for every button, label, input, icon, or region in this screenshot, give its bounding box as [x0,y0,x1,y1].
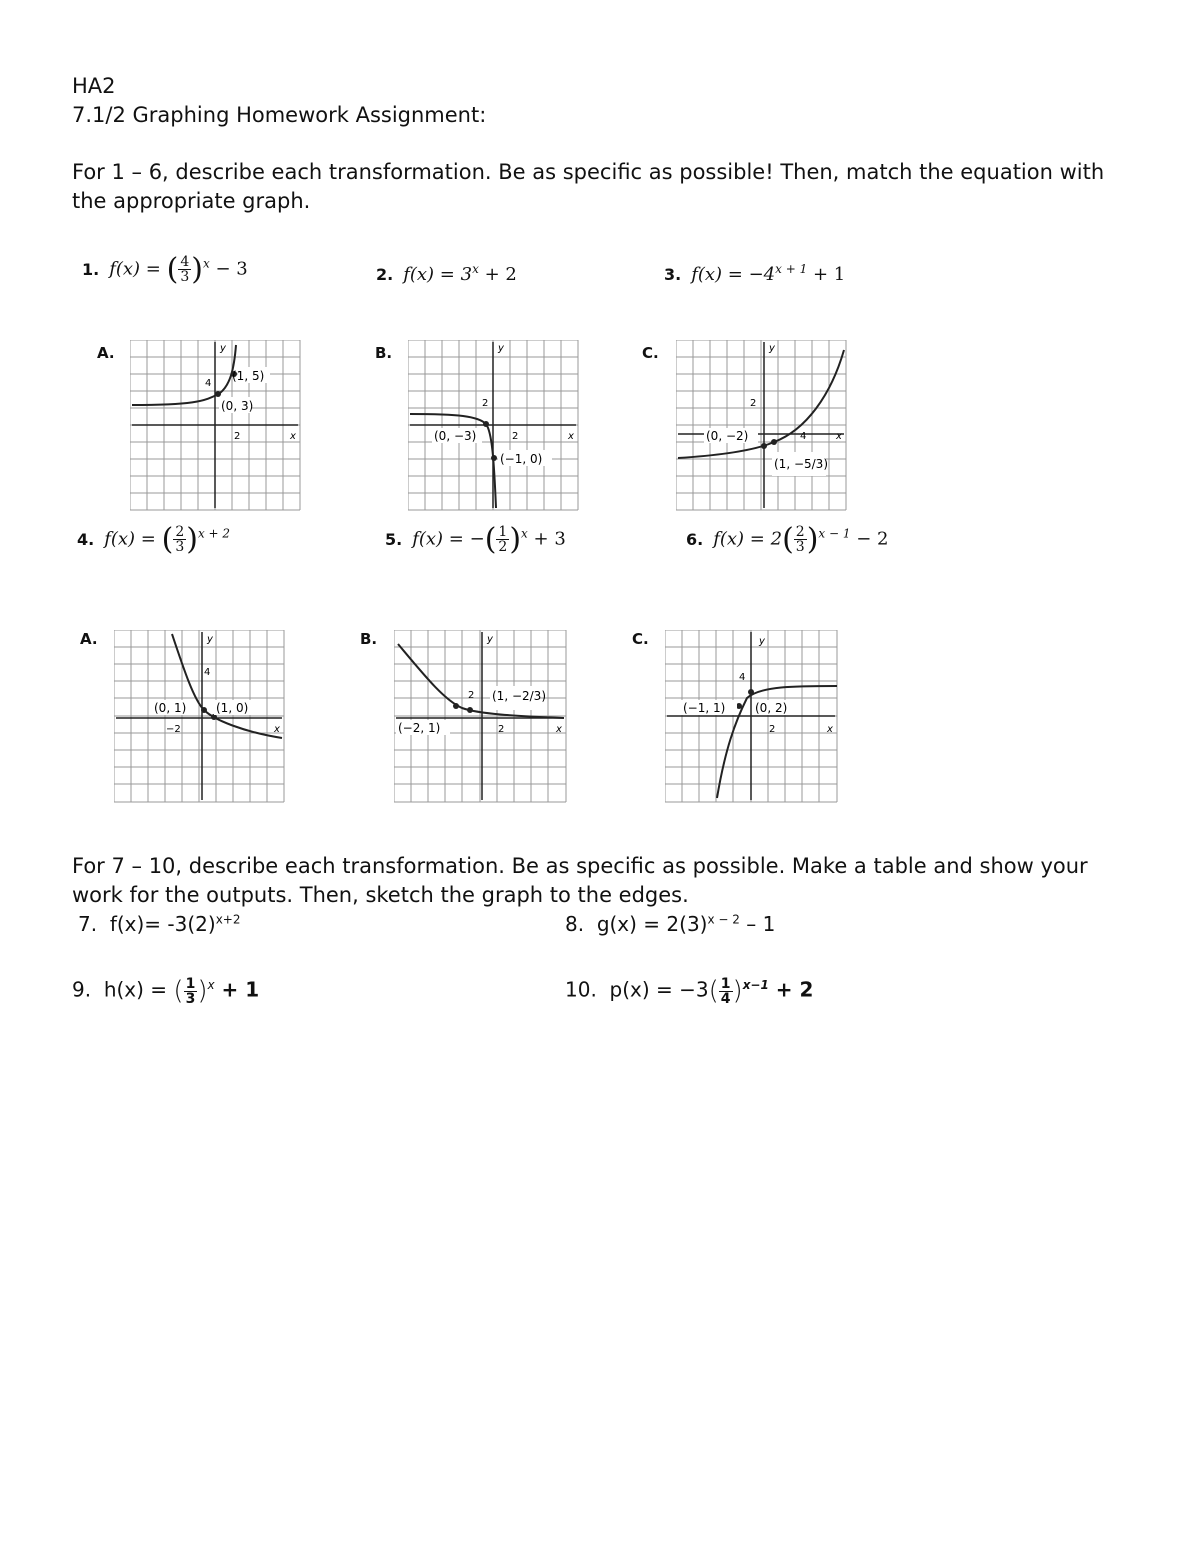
tick-2: 2 [234,431,241,442]
svg-text:y: y [769,343,775,354]
svg-text:2: 2 [468,690,475,701]
equation-5: 5. f(x) = −( $\frac{1}{2}$ )$^x$ + 3 [385,522,566,557]
problem-10: 10. p(x) = −3( $\frac{1}{4}$ )$^{x-1}$ + 2 [565,975,814,1007]
svg-text:4: 4 [800,431,807,442]
svg-text:2: 2 [750,398,757,409]
svg-text:x: x [290,431,296,442]
svg-text:x: x [274,724,280,735]
svg-text:(−2, 1): (−2, 1) [398,721,441,735]
svg-text:2: 2 [512,431,519,442]
label-0-3: (0, 3) [221,399,254,413]
svg-text:y: y [759,636,765,647]
course-code: HA2 [72,74,116,98]
graph-1c [676,340,848,512]
graph-2b-label: B. [360,630,378,648]
svg-text:(1, 0): (1, 0) [216,701,249,715]
curve [132,345,236,405]
problem-7: 7. $f(x)= -3(2)^{x+2}$ [78,912,241,936]
svg-text:−2: −2 [166,724,181,735]
equation-1: 1. f(x) = ( $\frac{4}{3}$ )$^x$ − 3 [82,252,248,287]
equation-3: 3. $f(x) = -4^{x + 1} + 1$ [664,262,846,285]
svg-text:(−1, 0): (−1, 0) [500,452,543,466]
svg-text:(0, −3): (0, −3) [434,429,477,443]
graph-1c-label: C. [642,344,659,362]
problem-9: 9. h(x) = ( $\frac{1}{3}$ )$^x$ + 1 [72,975,260,1007]
instructions-1-6: For 1 – 6, describe each transformation. Be as specific as possible! Then, match the equation with the appropriate graph. [72,160,1105,213]
svg-text:x: x [827,724,833,735]
instructions-7-10: For 7 – 10, describe each transformation. Be as specific as possible. Make a table and show your work for the outputs. Then, sketch the graph to the edges. [72,854,1088,907]
graph-2a-label: A. [80,630,98,648]
problem-8: 8. $g(x) = 2(3)^{x - 2} - 1$ [565,912,776,936]
svg-text:2: 2 [769,724,776,735]
svg-text:(1, −5/3): (1, −5/3) [774,457,828,471]
svg-text:x: x [836,431,842,442]
svg-text:(0, 1): (0, 1) [154,701,187,715]
graph-1a-label: A. [97,344,115,362]
svg-text:2: 2 [482,398,489,409]
graph-1b-label: B. [375,344,393,362]
svg-text:y: y [498,343,504,354]
svg-text:(0, 2): (0, 2) [755,701,788,715]
label-1-5: (1, 5) [232,369,265,383]
svg-text:y: y [487,634,493,645]
graph-2c [665,630,839,805]
assignment-title: 7.1/2 Graphing Homework Assignment: [72,103,487,127]
svg-text:y: y [207,634,213,645]
svg-text:x: x [556,724,562,735]
svg-text:(1, −2/3): (1, −2/3) [492,689,546,703]
svg-text:x: x [568,431,574,442]
svg-text:2: 2 [498,724,505,735]
equation-4: 4. f(x) = ( $\frac{2}{3}$ )$^{x + 2}$ [77,522,231,557]
equation-6: 6. f(x) = 2( $\frac{2}{3}$ )$^{x - 1}$ − 2 [686,522,889,557]
tick-4: 4 [205,378,212,389]
svg-text:(0, −2): (0, −2) [706,429,749,443]
graph-1a [130,340,302,512]
graph-2a [114,630,286,805]
graph-2c-label: C. [632,630,649,648]
svg-text:4: 4 [204,667,211,678]
svg-text:4: 4 [739,672,746,683]
graph-1b [408,340,580,512]
equation-2: 2. $f(x) = 3^x + 2$ [376,262,517,285]
svg-text:(−1, 1): (−1, 1) [683,701,726,715]
svg-text:y: y [220,343,226,354]
point-0-3 [215,391,221,397]
graph-2b [394,630,568,805]
